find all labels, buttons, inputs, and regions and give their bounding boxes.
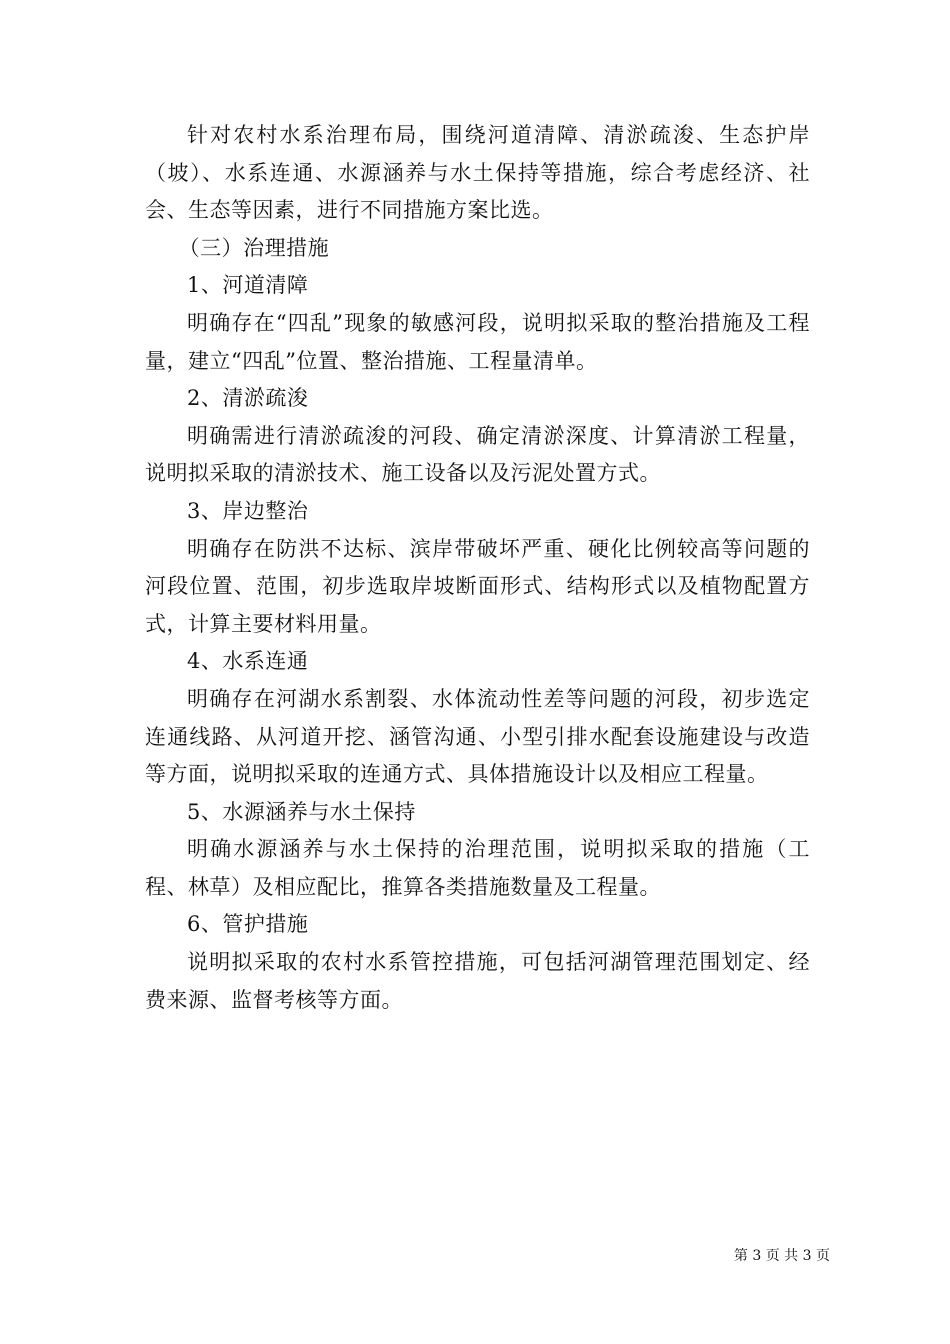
heading-management-measures: 6、管护措施 [187,912,309,937]
paragraph-scheme-comparison: 针对农村水系治理布局，围绕河道清障、清淤疏浚、生态护岸（坡）、水系连通、水源涵养与水土保持等措施，综合考虑经济、社会、生态等因素，进行不同措施方案比选。 [145,123,810,223]
paragraph-management-measures: 说明拟采取的农村水系管控措施，可包括河湖管理范围划定、经费来源、监督考核等方面。 [145,950,810,1012]
heading-dredging: 2、清淤疏浚 [187,386,309,411]
paragraph-dredging: 明确需进行清淤疏浚的河段、确定清淤深度、计算清淤工程量，说明拟采取的清淤技术、施工设备以及污泥处置方式。 [145,423,810,486]
heading-river-clearing: 1、河道清障 [187,273,309,298]
section-heading-measures: （三）治理措施 [178,235,330,260]
paragraph-water-conservation: 明确水源涵养与水土保持的治理范围，说明拟采取的措施（工程、林草）及相应配比，推算各类措施数量及工程量。 [145,837,810,899]
document-body [145,117,810,1019]
paragraph-river-clearing: 明确存在“四乱”现象的敏感河段，说明拟采取的整治措施及工程量，建立“四乱”位置、整治措施、工程量清单。 [145,310,810,373]
page-number-footer: 第 3 页 共 3 页 [733,1248,830,1264]
paragraph-water-connectivity: 明确存在河湖水系割裂、水体流动性差等问题的河段，初步选定连通线路、从河道开挖、涵管沟通、小型引排水配套设施建设与改造等方面，说明拟采取的连通方式、具体措施设计以及相应工程量。 [145,686,810,787]
heading-water-connectivity: 4、水系连通 [187,649,309,674]
heading-water-conservation: 5、水源涵养与水土保持 [187,799,416,824]
paragraph-bank-remediation: 明确存在防洪不达标、滨岸带破坏严重、硬化比例较高等问题的河段位置、范围，初步选取岸坡断面形式、结构形式以及植物配置方式，计算主要材料用量。 [145,536,810,636]
heading-bank-remediation: 3、岸边整治 [187,498,309,523]
